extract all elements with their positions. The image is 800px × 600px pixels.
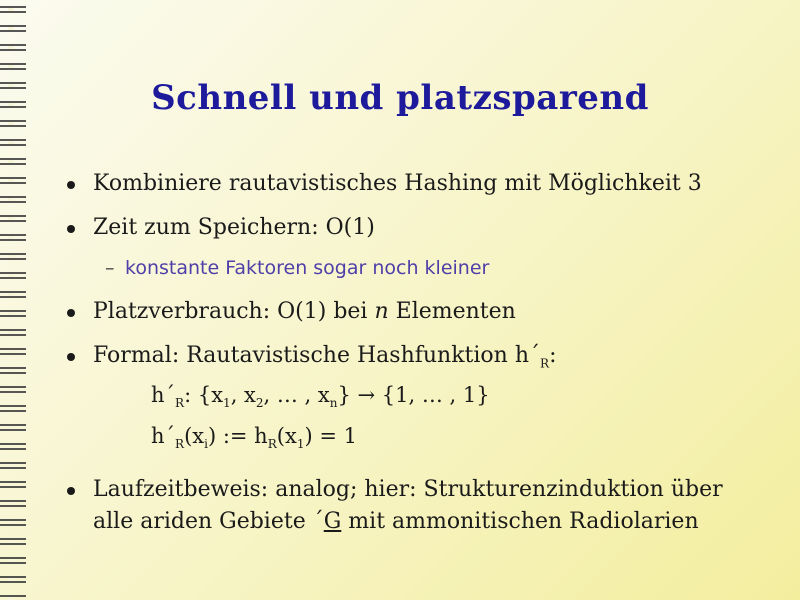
bullet-item: Platzverbrauch: O(1) bei n Elementen bbox=[65, 296, 765, 328]
bullet-list bbox=[65, 168, 765, 538]
bullet-item: Formal: Rautavistische Hashfunktion $h´_R$: $h´_R$: {$x_1$, $x_2$, … , $x_n\} \to \{1$, … , 1} $h´_R(x_i)$ := $h_R(x_1) = 1$ bbox=[65, 340, 765, 460]
bullet-dot bbox=[67, 309, 75, 317]
bullet-dot bbox=[67, 353, 75, 361]
bullet-item: Kombiniere rautavistisches Hashing mit Möglichkeit 3 bbox=[65, 168, 765, 200]
bullet-dot bbox=[67, 487, 75, 495]
formula-line-2: $h´_R(x_i)$ := $h_R(x_1) = 1$ bbox=[151, 423, 357, 451]
formula-line-1: $h´_R$: {$x_1$, $x_2$, … , $x_n\} \to \{1$, … , 1} bbox=[151, 383, 490, 411]
dash-marker: – bbox=[105, 257, 115, 279]
bullet-item: Zeit zum Speichern: O(1) bbox=[65, 212, 765, 244]
bullet-dot bbox=[67, 225, 75, 233]
bullet-dot bbox=[67, 181, 75, 189]
bullet-item: Laufzeitbeweis: analog; hier: Strukturenzinduktion über alle ariden Gebiete ´G mit ammonitischen Radiolarien bbox=[65, 474, 765, 538]
slide-title: Schnell und platzsparend bbox=[151, 78, 649, 118]
sub-bullet-item: – konstante Faktoren sogar noch kleiner bbox=[65, 252, 765, 284]
